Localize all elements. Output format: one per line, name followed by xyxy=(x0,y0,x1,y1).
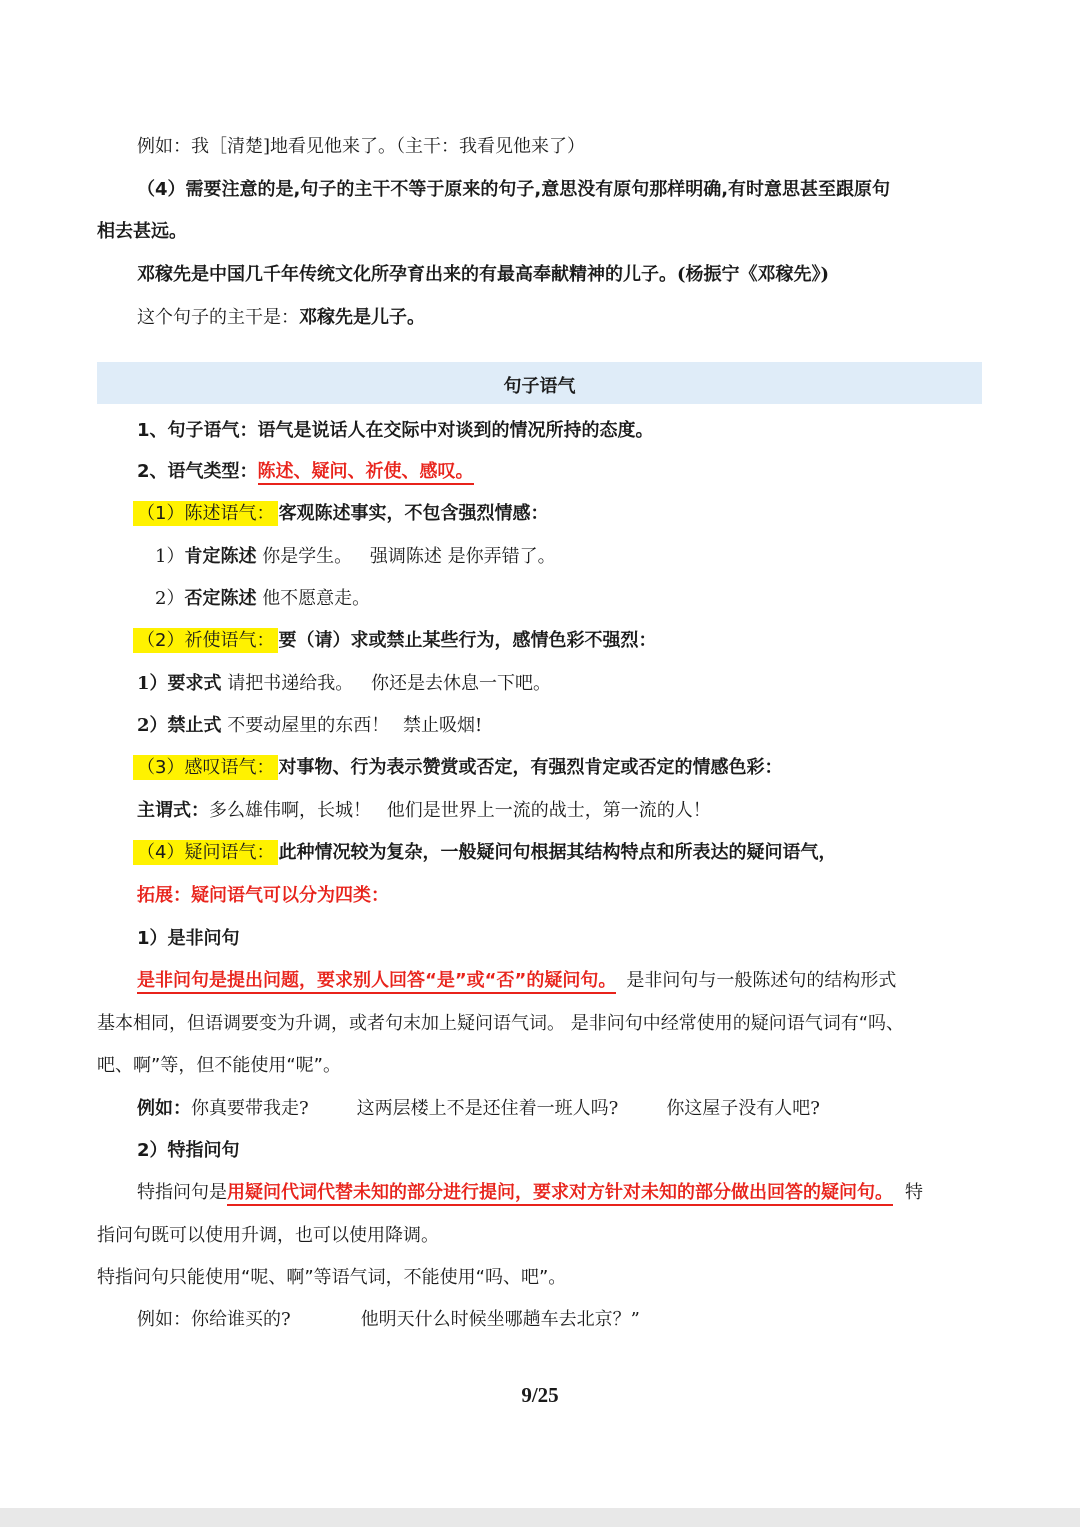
example: 你真要带我走? xyxy=(191,1098,309,1119)
section-title: 句子语气 xyxy=(503,376,576,397)
list-num: 2） xyxy=(137,715,168,736)
interrogative-tone-desc: 此种情况较为复杂，一般疑问句根据其结构特点和所表达的疑问语气， xyxy=(278,842,837,863)
specific-def-highlight: 用疑问代词代替未知的部分进行提问，要求对方针对未知的部分做出回答的疑问句。 xyxy=(227,1182,893,1206)
example: 这两层楼上不是还住着一班人吗? xyxy=(356,1098,619,1119)
section-header xyxy=(97,362,982,404)
specific-question-title: 2）特指问句 xyxy=(137,1140,240,1161)
note-4-line2: 相去甚远。 xyxy=(97,221,187,242)
yes-no-examples xyxy=(137,1098,820,1120)
request-form xyxy=(137,673,551,695)
tone-definition: 1、句子语气：语气是说话人在交际中对谈到的情况所持的态度。 xyxy=(137,420,654,441)
stem-value: 邓稼先是儿子。 xyxy=(299,307,425,328)
example: 你是学生。 xyxy=(262,546,353,567)
specific-examples xyxy=(137,1309,640,1331)
list-num: 2） xyxy=(155,588,185,609)
tone-types-prefix: 2、语气类型： xyxy=(137,461,258,482)
example: 不要动屋里的东西！ xyxy=(227,715,390,736)
interrogative-tone xyxy=(137,842,836,864)
example-sentence-2: 邓稼先是中国几千年传统文化所孕育出来的有最高奉献精神的儿子。(杨振宁《邓稼先》) xyxy=(137,264,830,285)
stem-line xyxy=(137,307,425,329)
yes-no-def-highlight: 是非问句是提出问题，要求别人回答“是”或“否”的疑问句。 xyxy=(137,970,616,994)
example: 禁止吸烟! xyxy=(403,715,483,736)
example: 他不愿意走。 xyxy=(262,588,371,609)
term: 要求式 xyxy=(167,673,222,694)
example-sentence: 例如：我［清楚]地看见他来了。（主干：我看见他来了） xyxy=(137,136,586,157)
list-num: 1） xyxy=(155,546,185,567)
affirmative-statement xyxy=(155,546,556,568)
example-label: 例如： xyxy=(137,1309,191,1330)
yes-no-question-title: 1）是非问句 xyxy=(137,928,240,949)
negative-statement xyxy=(155,588,370,610)
specific-def-line1 xyxy=(137,1182,923,1204)
example-label: 例如： xyxy=(137,1098,191,1119)
example: 是你弄错了。 xyxy=(447,546,556,567)
example: 你给谁买的? xyxy=(191,1309,291,1330)
tone-types xyxy=(137,461,474,483)
prohibition-form xyxy=(137,715,482,737)
exclamatory-tone xyxy=(137,757,782,779)
page-number: 9/25 xyxy=(521,1383,559,1407)
exclamatory-tone-label: （3）感叹语气： xyxy=(133,755,278,780)
specific-def-line2: 指问句既可以使用升调，也可以使用降调。 xyxy=(97,1225,439,1246)
imperative-tone-label: （2）祈使语气： xyxy=(133,628,278,653)
yes-no-def-rest: 是非问句与一般陈述句的结构形式 xyxy=(626,970,897,991)
term: 主谓式： xyxy=(137,800,209,821)
example: 你这屋子没有人吧? xyxy=(666,1098,820,1119)
expansion-note: 拓展：疑问语气可以分为四类： xyxy=(137,885,389,906)
specific-def-tail: 特 xyxy=(905,1182,923,1203)
tone-types-value: 陈述、疑问、祈使、感叹。 xyxy=(258,461,474,485)
imperative-tone xyxy=(137,630,656,652)
interrogative-tone-label: （4）疑问语气： xyxy=(133,840,278,865)
term: 强调陈述 xyxy=(369,546,442,567)
statement-tone-label: （1）陈述语气： xyxy=(133,501,278,526)
term: 肯定陈述 xyxy=(184,546,257,567)
stem-prefix: 这个句子的主干是： xyxy=(137,307,299,328)
subject-predicate-form xyxy=(137,800,711,822)
exclamatory-tone-desc: 对事物、行为表示赞赏或否定，有强烈肯定或否定的情感色彩： xyxy=(278,757,783,778)
yes-no-def-line1 xyxy=(137,970,896,992)
note-4-line1: （4）需要注意的是,句子的主干不等于原来的句子,意思没有原句那样明确,有时意思甚至跟原句 xyxy=(137,179,891,200)
term: 禁止式 xyxy=(167,715,222,736)
example: 请把书递给我。 xyxy=(227,673,354,694)
page-bottom-edge xyxy=(0,1508,1080,1527)
yes-no-def-line3: 吧、啊”等，但不能使用“呢”。 xyxy=(97,1055,341,1076)
list-num: 1） xyxy=(137,673,168,694)
imperative-tone-desc: 要（请）求或禁止某些行为，感情色彩不强烈： xyxy=(278,630,657,651)
example: 你还是去休息一下吧。 xyxy=(371,673,551,694)
specific-def-line3: 特指问句只能使用“呢、啊”等语气词，不能使用“吗、吧”。 xyxy=(97,1267,567,1288)
specific-def-prefix: 特指问句是 xyxy=(137,1182,227,1203)
example: 多么雄伟啊，长城！ xyxy=(209,800,371,821)
yes-no-def-line2: 基本相同，但语调要变为升调，或者句末加上疑问语气词。 是非问句中经常使用的疑问语气词有“吗、 xyxy=(97,1013,905,1034)
example: 他们是世界上一流的战士，第一流的人！ xyxy=(386,800,711,821)
term: 否定陈述 xyxy=(184,588,257,609)
example: 他明天什么时候坐哪趟车去北京？” xyxy=(360,1309,640,1330)
statement-tone xyxy=(137,503,548,525)
statement-tone-desc: 客观陈述事实，不包含强烈情感： xyxy=(278,503,549,524)
